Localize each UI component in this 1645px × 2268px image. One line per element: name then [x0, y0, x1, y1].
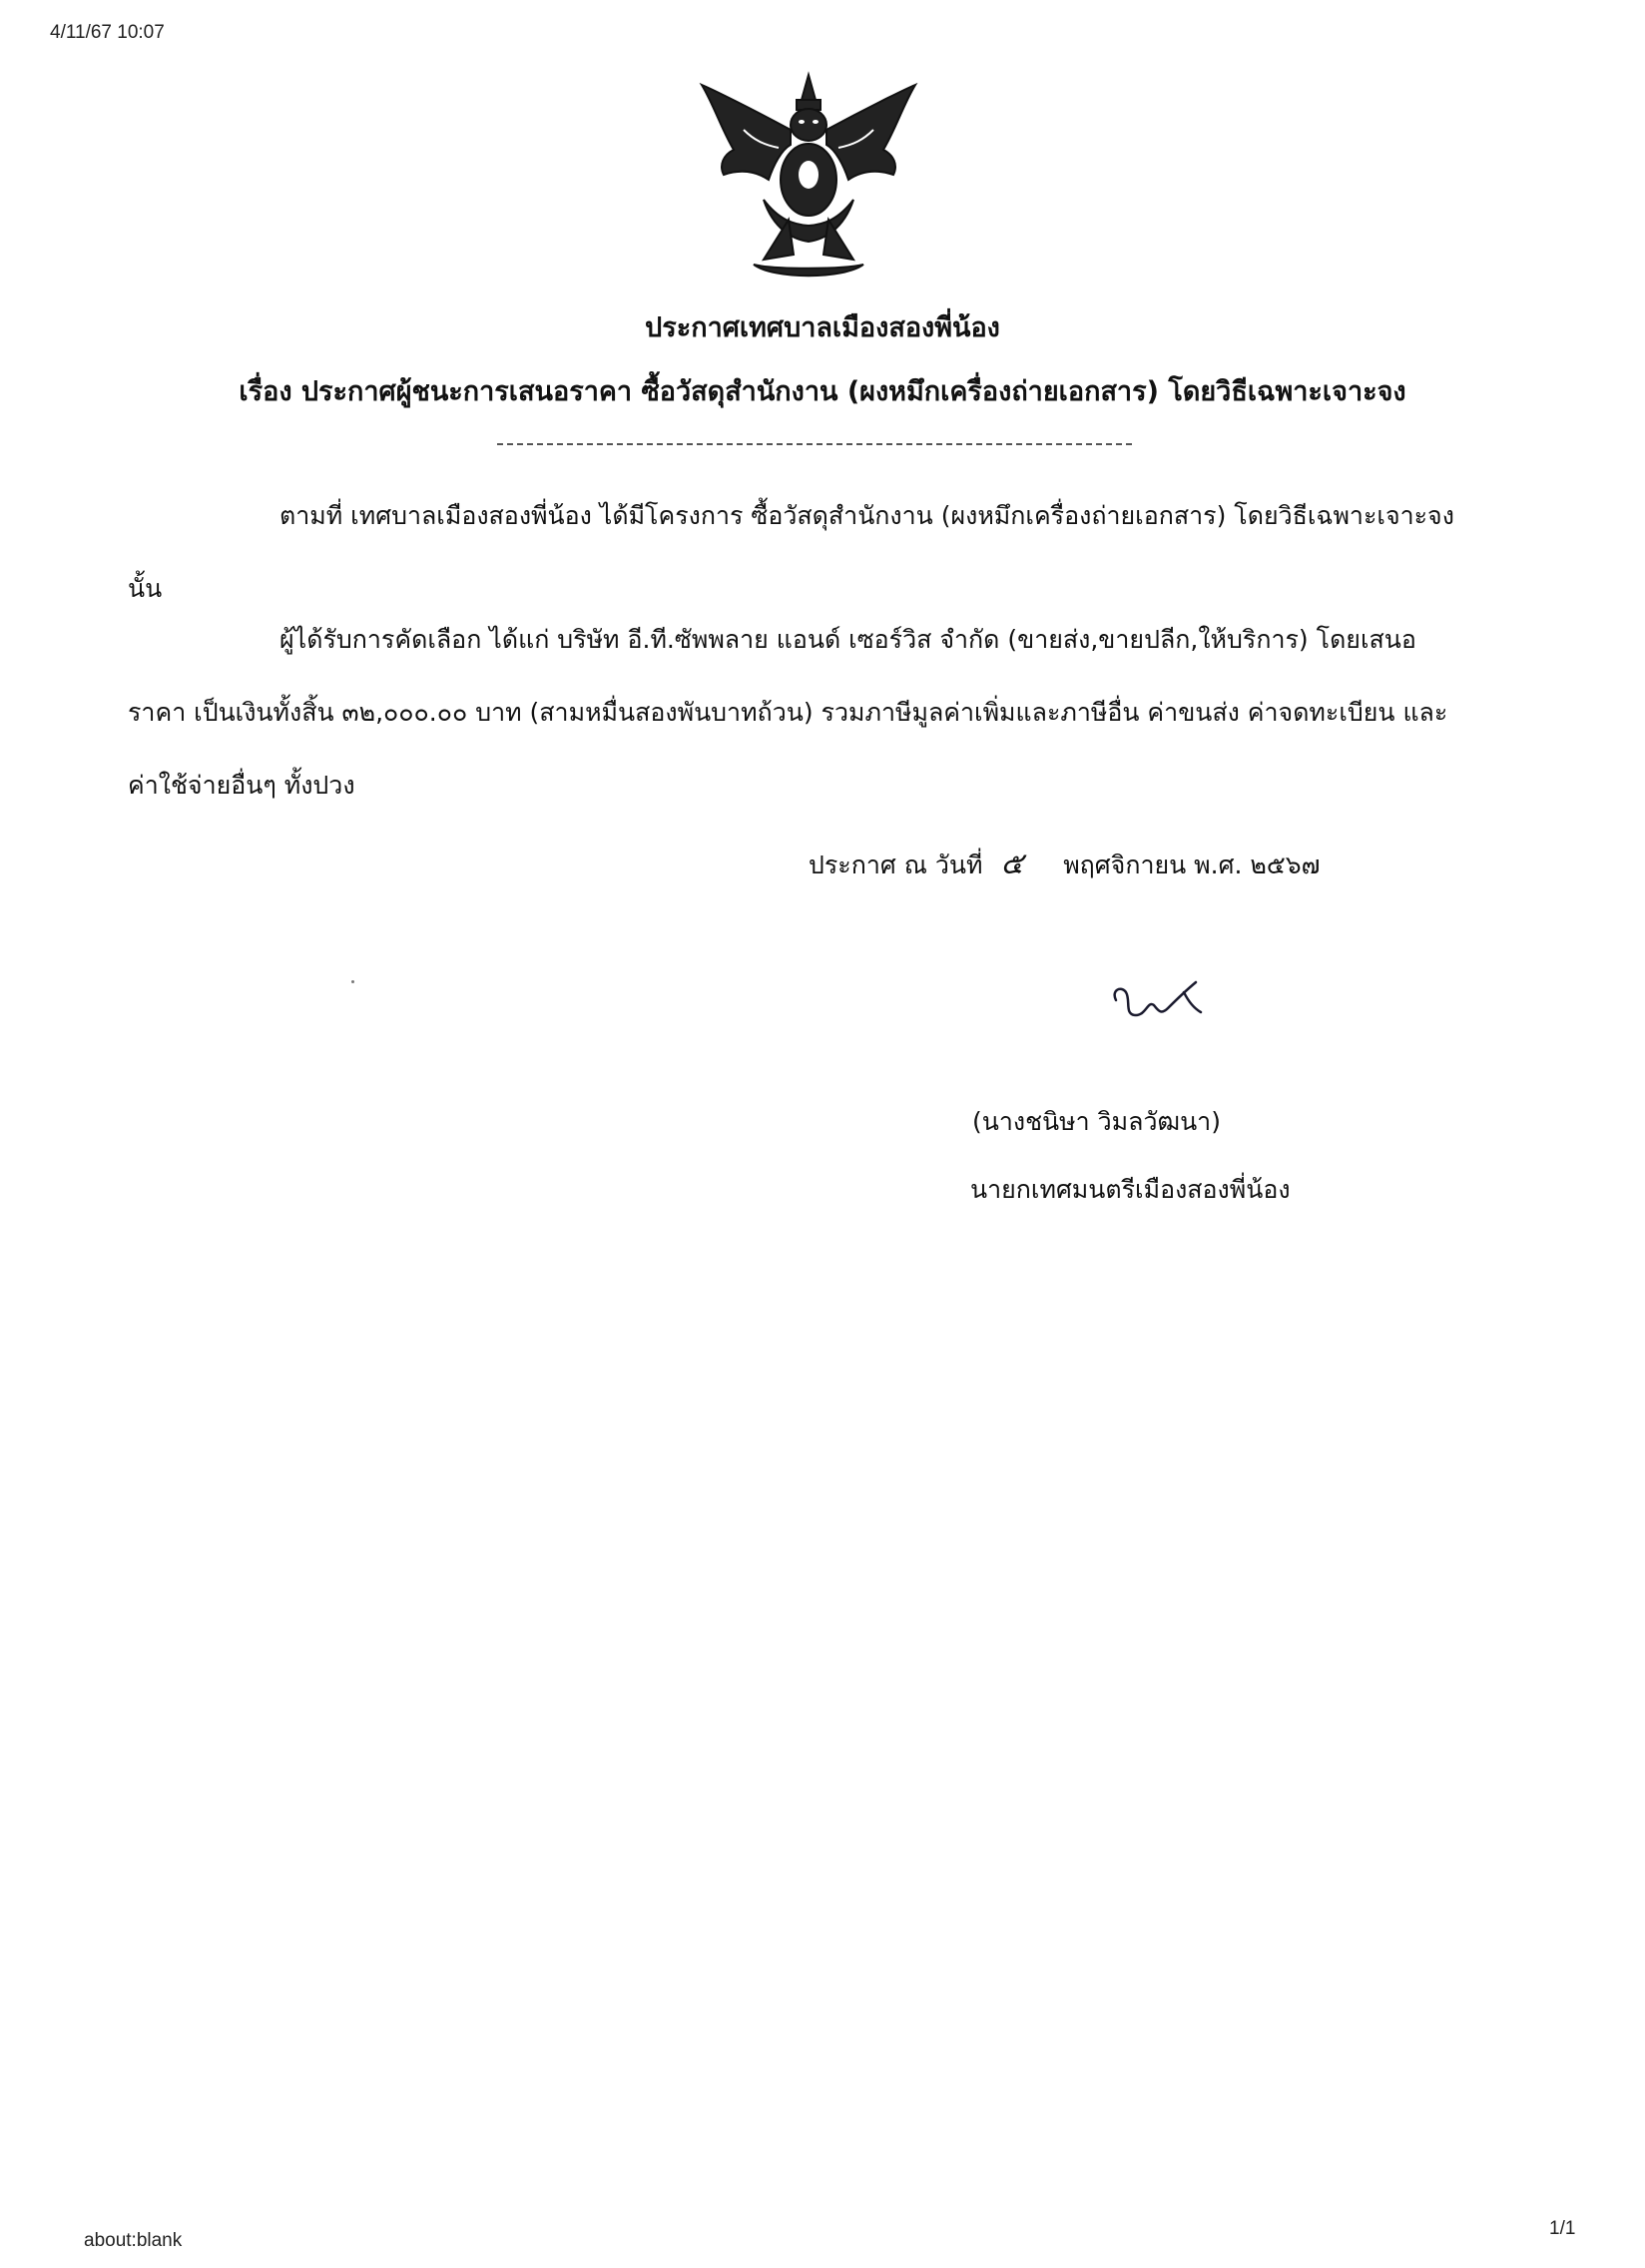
scan-speck [351, 980, 354, 983]
paragraph-winner [128, 603, 1465, 822]
document-title: ประกาศเทศบาลเมืองสองพี่น้อง [645, 312, 1000, 343]
date-suffix: พฤศจิกายน พ.ศ. ๒๕๖๗ [1063, 850, 1321, 879]
date-day: ๕ [1000, 847, 1024, 881]
print-page-number: 1/1 [1549, 2218, 1576, 2239]
date-prefix: ประกาศ ณ วันที่ [809, 850, 983, 879]
garuda-emblem-icon [694, 70, 923, 289]
signer-name: (นางชนิษา วิมลวัฒนา) [972, 1107, 1221, 1136]
signer-position: นายกเทศมนตรีเมืองสองพี่น้อง [970, 1175, 1291, 1204]
title-separator [497, 443, 1132, 445]
announcement-date [809, 841, 1320, 887]
paragraph-winner-text: ผู้ได้รับการคัดเลือก ได้แก่ บริษัท อี.ที.ซัพพลาย แอนด์ เซอร์วิส จำกัด (ขายส่ง,ขายปลีก,ให้บริการ) โดยเสนอราคา เป็นเงินทั้งสิ้น ๓๒,๐๐๐.๐๐ บาท (สามหมื่นสองพันบาทถ้วน) รวมภาษีมูลค่าเพิ่มและภาษีอื่น ค่าขนส่ง ค่าจดทะเบียน และค่าใช้จ่ายอื่นๆ ทั้งปวง [128, 625, 1448, 800]
print-timestamp: 4/11/67 10:07 [50, 22, 165, 43]
print-url: about:blank [84, 2230, 183, 2251]
paragraph-project-text: ตามที่ เทศบาลเมืองสองพี่น้อง ได้มีโครงการ ซื้อวัสดุสำนักงาน (ผงหมึกเครื่องถ่ายเอกสาร) โดยวิธีเฉพาะเจาะจง นั้น [128, 501, 1454, 603]
document-subject: เรื่อง ประกาศผู้ชนะการเสนอราคา ซื้อวัสดุสำนักงาน (ผงหมึกเครื่องถ่ายเอกสาร) โดยวิธีเฉพาะเจาะจง [239, 376, 1406, 407]
signature-handwritten [1106, 970, 1236, 1040]
